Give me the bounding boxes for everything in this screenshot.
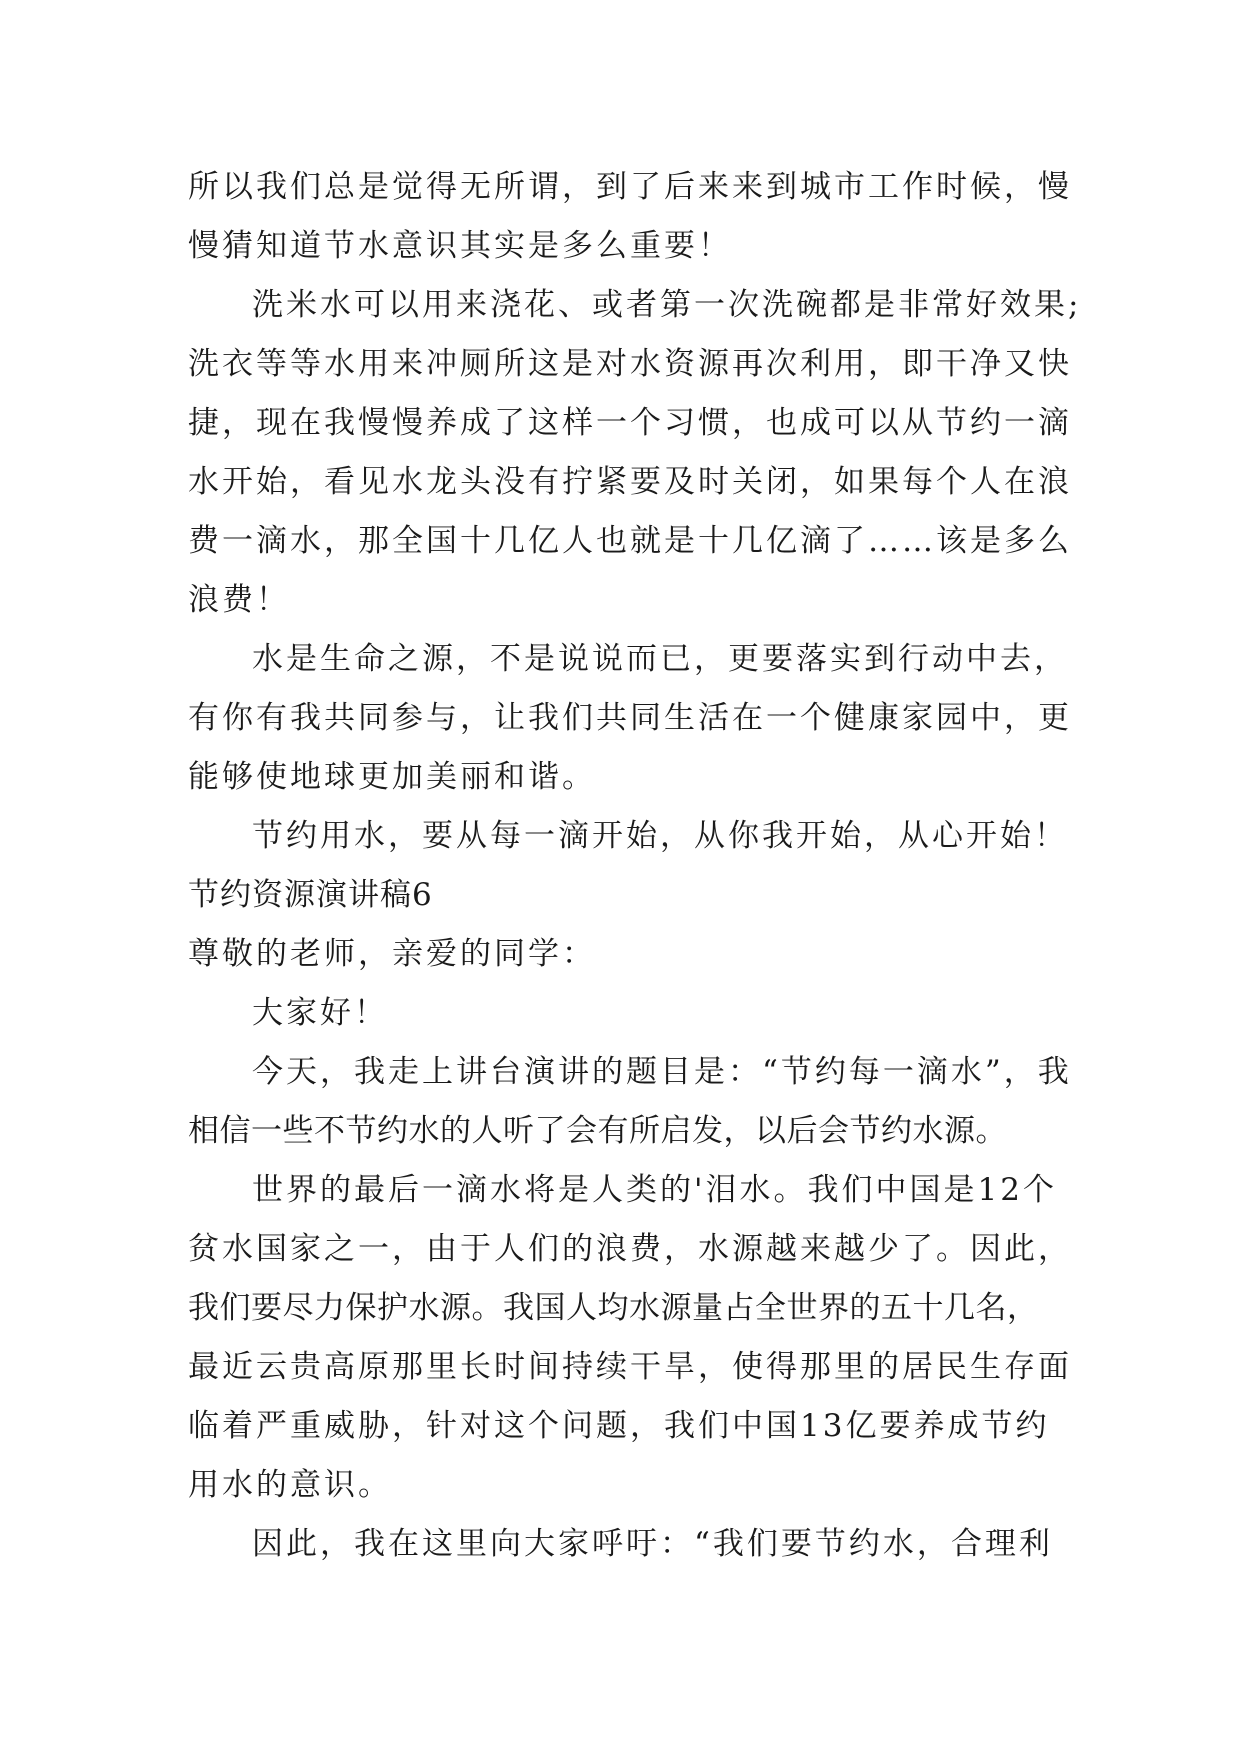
salutation: 尊敬的老师，亲爱的同学： (188, 936, 596, 972)
text-line: 慢猜知道节水意识其实是多么重要！ (188, 228, 732, 264)
text-line: 洗米水可以用来浇花、或者第一次洗碗都是非常好效果; (252, 287, 1082, 323)
text-line: 因此，我在这里向大家呼吁：“我们要节约水，合理利 (252, 1526, 1053, 1562)
text-line: 今天，我走上讲台演讲的题目是：“节约每一滴水”，我 (252, 1054, 1072, 1090)
text-line: 洗衣等等水用来冲厕所这是对水资源再次利用，即干净又快 (188, 346, 1072, 382)
greeting: 大家好！ (252, 995, 388, 1031)
text-line: 有你有我共同参与，让我们共同生活在一个健康家园中，更 (188, 700, 1072, 736)
text-line: 捷，现在我慢慢养成了这样一个习惯，也成可以从节约一滴 (188, 405, 1072, 441)
text-line: 我们要尽力保护水源。我国人均水源量占全世界的五十几名， (188, 1290, 1039, 1326)
text-line: 节约用水，要从每一滴开始，从你我开始，从心开始！ (252, 818, 1068, 854)
text-line: 相信一些不节约水的人听了会有所启发，以后会节约水源。 (188, 1113, 1007, 1149)
text-line: 浪费！ (188, 582, 290, 618)
text-line: 贫水国家之一，由于人们的浪费，水源越来越少了。因此， (188, 1231, 1072, 1267)
text-line: 水开始，看见水龙头没有拧紧要及时关闭，如果每个人在浪 (188, 464, 1072, 500)
text-line: 水是生命之源，不是说说而已，更要落实到行动中去， (252, 641, 1068, 677)
text-line: 所以我们总是觉得无所谓，到了后来来到城市工作时候，慢 (188, 169, 1072, 205)
text-line: 用水的意识。 (188, 1467, 392, 1503)
document-body (188, 158, 1082, 1574)
text-line: 世界的最后一滴水将是人类的'泪水。我们中国是12个 (252, 1172, 1057, 1208)
section-heading: 节约资源演讲稿6 (188, 877, 433, 913)
text-line: 费一滴水，那全国十几亿人也就是十几亿滴了……该是多么 (188, 523, 1072, 559)
text-line: 临着严重威胁，针对这个问题，我们中国13亿要养成节约 (188, 1408, 1050, 1444)
text-line: 能够使地球更加美丽和谐。 (188, 759, 596, 795)
text-line: 最近云贵高原那里长时间持续干旱，使得那里的居民生存面 (188, 1349, 1072, 1385)
